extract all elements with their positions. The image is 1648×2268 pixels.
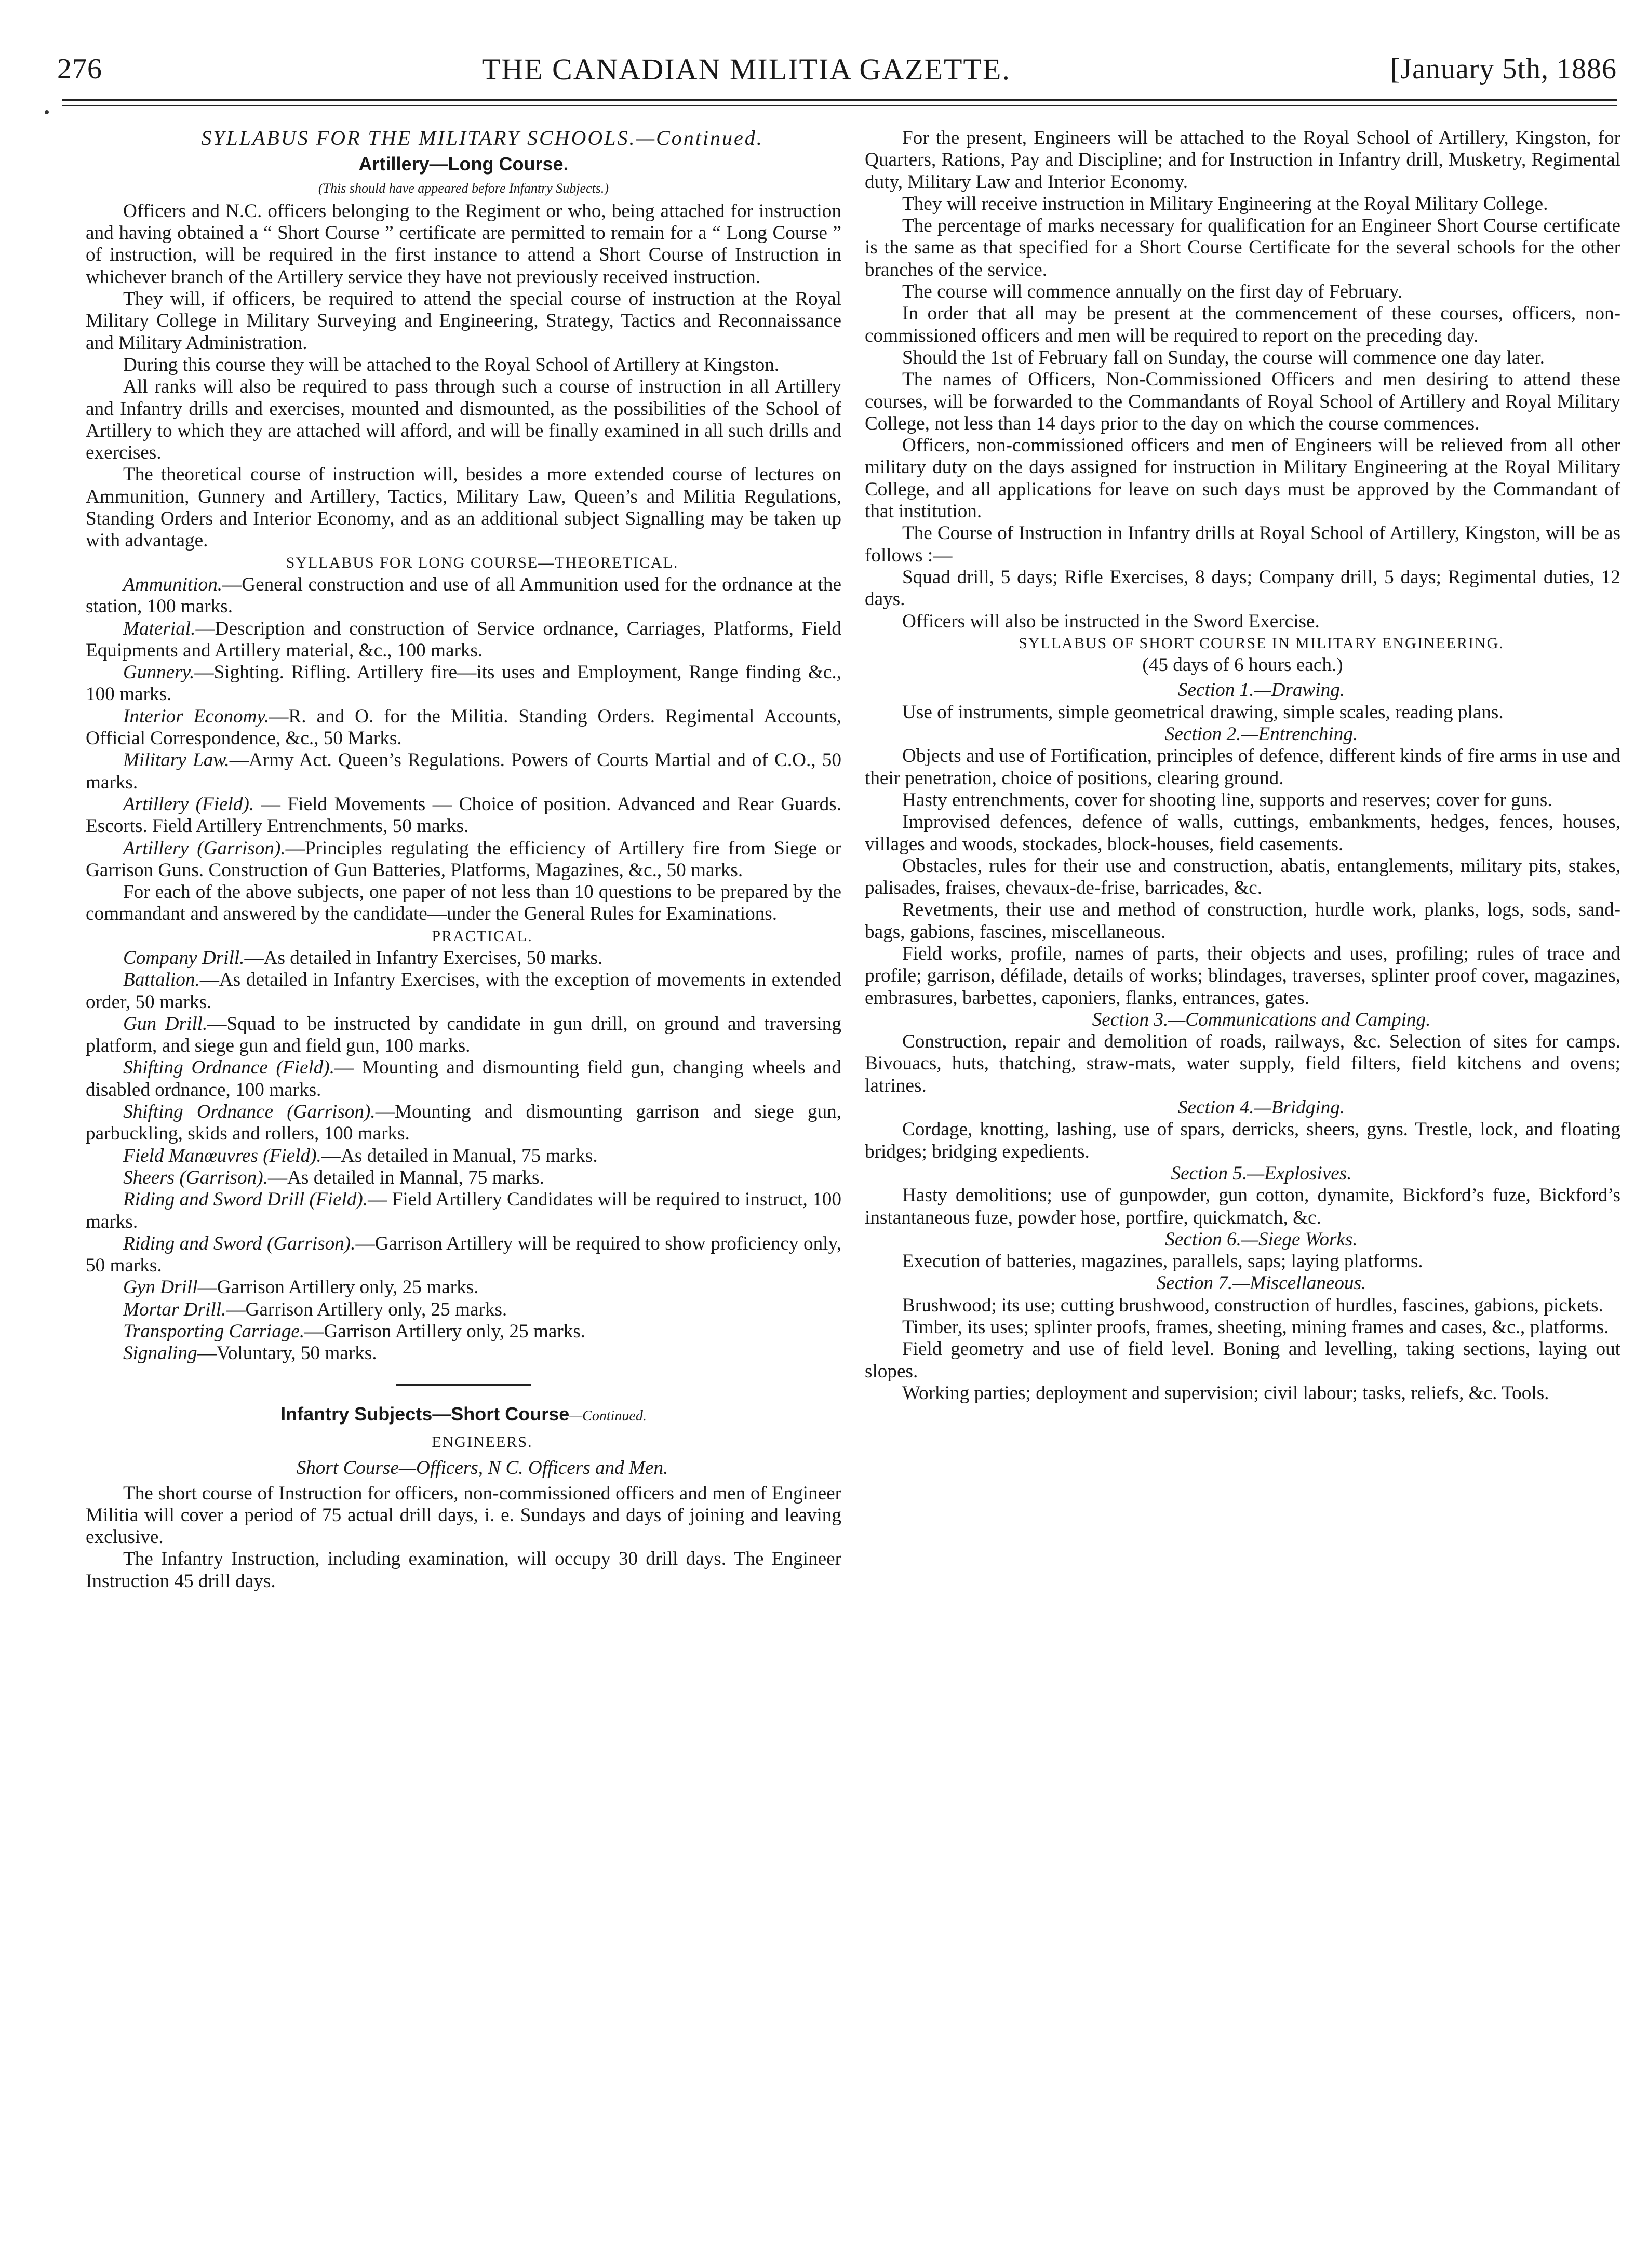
section-heading: Section 2.—Entrenching. — [1164, 723, 1358, 745]
list-item: Military Law.—Army Act. Queen’s Regulations. Powers of Courts Martial and of C.O., 50 marks. — [86, 749, 841, 793]
paragraph: For the present, Engineers will be attached to the Royal School of Artillery, Kingston, for Quarters, Rations, Pay and Discipline; and for Instruction in Infantry drill, Musketry, Regimental duty, Military Law and Interior Economy. — [865, 127, 1620, 193]
paragraph: Should the 1st of February fall on Sunday, the course will commence one day later. — [902, 346, 1545, 368]
issue-date: [January 5th, 1886 — [1390, 53, 1617, 85]
section-heading: Section 1.—Drawing. — [1177, 679, 1345, 701]
artillery-heading: Artillery—Long Course. — [358, 153, 569, 175]
list-item: Company Drill.—As detailed in Infantry Exercises, 50 marks. — [123, 947, 603, 969]
paragraph: Working parties; deployment and supervision; civil labour; tasks, reliefs, &c. Tools. — [902, 1382, 1549, 1404]
paragraph: Improvised defences, defence of walls, cuttings, embankments, hedges, fences, houses, villages and woods, stockades, block-houses, field casements. — [865, 811, 1620, 855]
paragraph: Officers will also be instructed in the Sword Exercise. — [902, 610, 1320, 632]
practical-heading: PRACTICAL. — [432, 927, 533, 945]
syllabus-title: SYLLABUS FOR THE MILITARY SCHOOLS.—Continued. — [201, 126, 763, 150]
section-divider — [396, 1384, 531, 1386]
paragraph: Officers, non-commissioned officers and men of Engineers will be relieved from all other military duty on the days assigned for instruction in Military Engineering at the Royal Military College, and all applications for leave on such days must be approved by the Commandant of that institution. — [865, 435, 1620, 522]
header-rule-thin — [62, 105, 1617, 106]
paragraph: During this course they will be attached to the Royal School of Artillery at Kingston. — [123, 354, 780, 375]
list-item: Battalion.—As detailed in Infantry Exercises, with the exception of movements in extended order, 50 marks. — [86, 969, 841, 1013]
artillery-note: (This should have appeared before Infantry Subjects.) — [318, 180, 609, 196]
list-item: Riding and Sword (Garrison).—Garrison Artillery will be required to show proficiency only, 50 marks. — [86, 1232, 841, 1277]
infantry-heading: Infantry Subjects—Short Course—Continued. — [280, 1403, 647, 1425]
paragraph: The theoretical course of instruction will, besides a more extended course of lectures on Ammunition, Gunnery and Artillery, Tactics, Military Law, Queen’s and Militia Regulations, Standing Orders and Interior Economy, and as an additional subject Signalling may be taken up with advantage. — [86, 464, 841, 552]
section-heading: Section 3.—Communications and Camping. — [1092, 1009, 1431, 1030]
list-item: Artillery (Garrison).—Principles regulating the efficiency of Artillery fire from Siege or Garrison Guns. Construction of Gun Batteries, Platforms, Magazines, &c., 50 marks. — [86, 837, 841, 881]
paragraph: They will, if officers, be required to attend the special course of instruction at the Royal Military College in Military Surveying and Engineering, Strategy, Tactics and Reconnaissance and Military Administration. — [86, 288, 841, 354]
list-item: Gunnery.—Sighting. Rifling. Artillery fire—its uses and Employment, Range finding &c., 100 marks. — [86, 662, 841, 705]
list-item: Transporting Carriage.—Garrison Artillery only, 25 marks. — [123, 1321, 586, 1343]
paragraph: Officers and N.C. officers belonging to the Regiment or who, being attached for instruction and having obtained a “ Short Course ” certificate are permitted to remain for a “ Long Course ” of instruction, will be required in the first instance to attend a Short Course of Instruction in whichever branch of the Artillery service they have not previously received instruction. — [86, 200, 841, 288]
engineering-days: (45 days of 6 hours each.) — [1142, 654, 1343, 676]
theoretical-heading: SYLLABUS FOR LONG COURSE—THEORETICAL. — [286, 554, 679, 571]
paragraph: The names of Officers, Non-Commissioned Officers and men desiring to attend these courses, will be forwarded to the Commandants of Royal School of Artillery and Royal Military College, not less than 14 days prior to the day on which the course commences. — [865, 369, 1620, 434]
theory-list — [86, 574, 841, 881]
paragraph: Squad drill, 5 days; Rifle Exercises, 8 days; Company drill, 5 days; Regimental duties, 12 days. — [865, 566, 1620, 610]
list-item: Ammunition.—General construction and use of all Ammunition used for the ordnance at the station, 100 marks. — [86, 573, 841, 618]
list-item: Signaling—Voluntary, 50 marks. — [123, 1343, 377, 1364]
paragraph: Field geometry and use of field level. Boning and levelling, taking sections, laying out slopes. — [865, 1338, 1620, 1382]
paragraph: Cordage, knotting, lashing, use of spars, derricks, sheers, gyns. Trestle, lock, and floating bridges; bridging expedients. — [865, 1119, 1620, 1162]
paragraph: The short course of Instruction for officers, non-commissioned officers and men of Engineer Militia will cover a period of 75 actual drill days, i. e. Sundays and days of joining and leaving exclusive. — [86, 1482, 841, 1548]
paragraph: Timber, its uses; splinter proofs, frames, sheeting, mining frames and cases, &c., platforms. — [902, 1317, 1609, 1338]
paragraph: Execution of batteries, magazines, parallels, saps; laying platforms. — [902, 1251, 1423, 1272]
paragraph: Hasty entrenchments, cover for shooting line, supports and reserves; cover for guns. — [902, 789, 1552, 811]
paragraph: They will receive instruction in Military Engineering at the Royal Military College. — [902, 193, 1548, 214]
paragraph: Brushwood; its use; cutting brushwood, construction of hurdles, fascines, gabions, pickets. — [902, 1294, 1603, 1316]
page-header — [57, 41, 1617, 98]
list-item: Shifting Ordnance (Garrison).—Mounting and dismounting garrison and siege gun, parbuckling, skids and rollers, 100 marks. — [86, 1101, 841, 1145]
engineers-heading: ENGINEERS. — [432, 1433, 533, 1451]
right-column — [865, 127, 1620, 1404]
paragraph: Construction, repair and demolition of roads, railways, &c. Selection of sites for camps. Bivouacs, huts, thatching, straw-mats, water supply, field filters, field kitchens and ovens; latrines. — [865, 1031, 1620, 1096]
list-item: Field Manœuvres (Field).—As detailed in Manual, 75 marks. — [123, 1145, 598, 1166]
short-course-heading: Short Course—Officers, N C. Officers and Men. — [296, 1457, 668, 1479]
paragraph: Hasty demolitions; use of gunpowder, gun cotton, dynamite, Bickford’s fuze, Bickford’s instantaneous fuze, powder hose, portfire, quickmatch, &c. — [865, 1185, 1620, 1228]
paragraph: The percentage of marks necessary for qualification for an Engineer Short Course certificate is the same as that specified for a Short Course Certificate for the several schools for the other branches of the service. — [865, 215, 1620, 280]
header-rule-thick — [62, 99, 1617, 101]
paragraph: Obstacles, rules for their use and construction, abatis, entanglements, military pits, stakes, palisades, fraises, chevaux-de-frise, barricades, &c. — [865, 855, 1620, 899]
paragraph: All ranks will also be required to pass through such a course of instruction in all Artillery and Infantry drills and exercises, mounted and dismounted, as the possibilities of the School of Artillery to which they are attached will afford, and will be finally examined in all such drills and exercises. — [86, 376, 841, 464]
paragraph: The course will commence annually on the first day of February. — [902, 281, 1403, 303]
section-heading: Section 7.—Miscellaneous. — [1156, 1272, 1366, 1294]
paragraph: The Infantry Instruction, including examination, will occupy 30 drill days. The Engineer Instruction 45 drill days. — [86, 1548, 841, 1592]
practical-list — [86, 947, 841, 1365]
list-item: Gun Drill.—Squad to be instructed by candidate in gun drill, on ground and traversing platform, and siege gun and field gun, 100 marks. — [86, 1013, 841, 1057]
paragraph: The Course of Instruction in Infantry drills at Royal School of Artillery, Kingston, will be as follows :— — [865, 522, 1620, 566]
newspaper-title: THE CANADIAN MILITIA GAZETTE. — [481, 52, 1011, 86]
page-number: 276 — [57, 53, 102, 85]
paragraph: Objects and use of Fortification, principles of defence, different kinds of fire arms in use and their penetration, choice of positions, clearing ground. — [865, 745, 1620, 789]
list-item: Mortar Drill.—Garrison Artillery only, 25 marks. — [123, 1298, 507, 1320]
list-item: Material.—Description and construction of Service ordnance, Carriages, Platforms, Field Equipments and Artillery material, &c., 100 marks. — [86, 618, 841, 661]
list-item: Riding and Sword Drill (Field).— Field Artillery Candidates will be required to instruct, 100 marks. — [86, 1189, 841, 1232]
list-item: Gyn Drill—Garrison Artillery only, 25 marks. — [123, 1277, 479, 1298]
paragraph: In order that all may be present at the commencement of these courses, officers, non-commissioned officers and men will be required to report on the preceding day. — [865, 303, 1620, 346]
section-heading: Section 6.—Siege Works. — [1165, 1228, 1358, 1250]
section-heading: Section 4.—Bridging. — [1177, 1097, 1345, 1119]
paragraph: Use of instruments, simple geometrical drawing, simple scales, reading plans. — [902, 701, 1504, 723]
left-column — [86, 127, 841, 1592]
list-item: Sheers (Garrison).—As detailed in Mannal, 75 marks. — [123, 1166, 544, 1188]
paragraph: Revetments, their use and method of construction, hurdle work, planks, logs, sods, sand-bags, gabions, fascines, miscellaneous. — [865, 899, 1620, 943]
section-heading: Section 5.—Explosives. — [1171, 1162, 1352, 1184]
paragraph: For each of the above subjects, one paper of not less than 10 questions to be prepared by the commandant and answered by the candidate—under the General Rules for Examinations. — [86, 881, 841, 925]
ink-dot — [45, 110, 49, 114]
list-item: Interior Economy.—R. and O. for the Militia. Standing Orders. Regimental Accounts, Official Correspondence, &c., 50 Marks. — [86, 705, 841, 749]
list-item: Shifting Ordnance (Field).— Mounting and dismounting field gun, changing wheels and disabled ordnance, 100 marks. — [86, 1057, 841, 1101]
engineering-syllabus-heading: SYLLABUS OF SHORT COURSE IN MILITARY ENGINEERING. — [1019, 634, 1504, 652]
paragraph: Field works, profile, names of parts, their objects and uses, profiling; rules of trace and profile; garrison, défilade, details of works; blindages, traverses, splinter proof cover, magazines, embrasures, barbettes, caponiers, flanks, entrances, gates. — [865, 943, 1620, 1009]
list-item: Artillery (Field). — Field Movements — Choice of position. Advanced and Rear Guards. Escorts. Field Artillery Entrenchments, 50 marks. — [86, 793, 841, 837]
